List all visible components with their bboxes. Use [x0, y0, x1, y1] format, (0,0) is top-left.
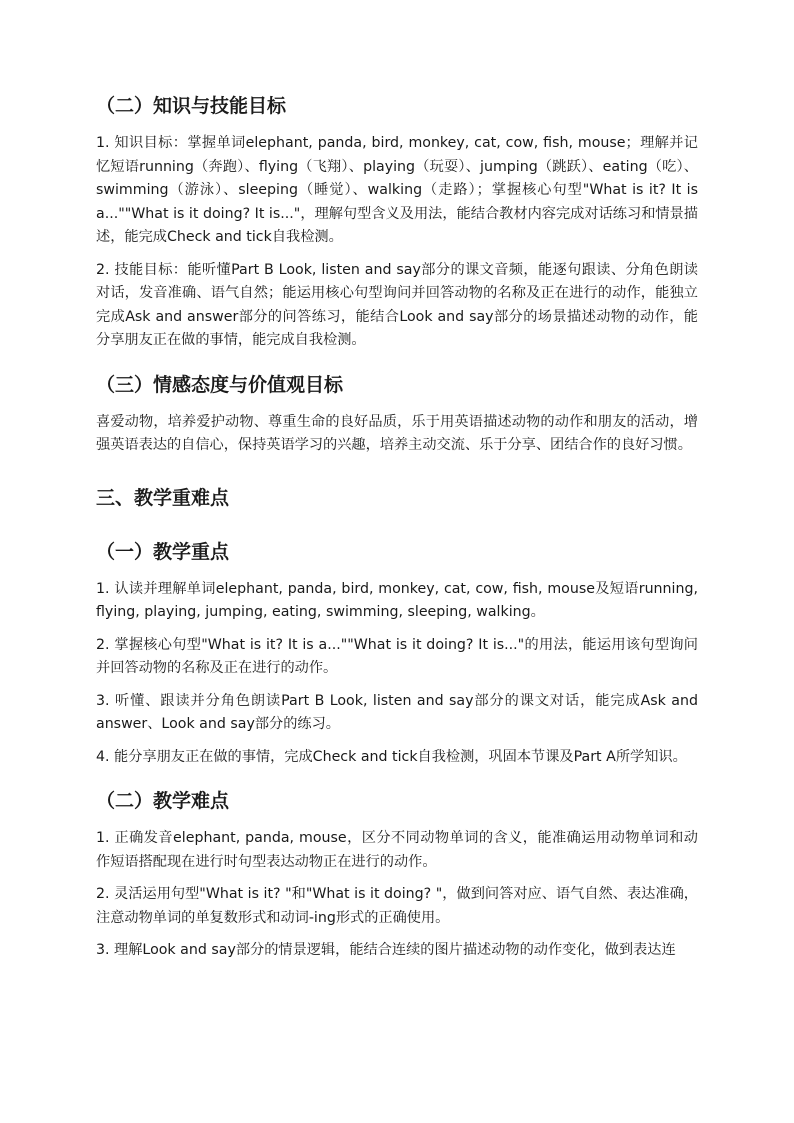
focus-item-1: 1. 认读并理解单词elephant, panda, bird, monkey, cat, cow, fish, mouse及短语running, flying, playing, jumping, eating, swimming, sleeping, walking。: [96, 580, 698, 620]
focus-item-3: 3. 听懂、跟读并分角色朗读Part B Look, listen and say部分的课文对话，能完成Ask and answer、Look and say部分的练习。: [96, 692, 698, 732]
difficulty-item-2: 2. 灵活运用句型"What is it? "和"What is it doing? "，做到问答对应、语气自然、表达准确，注意动物单词的单复数形式和动词-ing形式的正确使用。: [96, 886, 698, 926]
difficulty-item-3: 3. 理解Look and say部分的情景逻辑，能结合连续的图片描述动物的动作变化，做到表达连: [96, 942, 676, 958]
focus-item-4: 4. 能分享朋友正在做的事情，完成Check and tick自我检测，巩固本节课及Part A所学知识。: [96, 748, 687, 765]
knowledge-objective-paragraph: 1. 知识目标：掌握单词elephant, panda, bird, monkey, cat, cow, fish, mouse；理解并记忆短语running（奔跑）、flying（飞翔）、playing（玩耍）、jumping（跳跃）、eating（吃）、swimming（游泳）、sleeping（睡觉）、walking（走路）；掌握核心句型"What is it? It is a...""What is it doing? It is..."，理解句型含义及用法，能结合教材内容完成对话练习和情景描述，能完成Check and tick自我检测。: [96, 135, 698, 245]
teaching-difficulty-heading: （二）教学难点: [96, 790, 230, 812]
teaching-focus-heading: （一）教学重点: [96, 540, 230, 563]
difficulty-item-1: 1. 正确发音elephant, panda, mouse，区分不同动物单词的含义，能准确运用动物单词和动作短语搭配现在进行时句型表达动物正在进行的动作。: [96, 830, 698, 870]
emotion-objective-paragraph: 喜爱动物，培养爱护动物、尊重生命的良好品质，乐于用英语描述动物的动作和朋友的活动，增强英语表达的自信心，保持英语学习的兴趣，培养主动交流、乐于分享、团结合作的良好习惯。: [96, 413, 698, 453]
key-points-title: 三、教学重难点: [96, 486, 230, 509]
skills-objectives-heading: （二）知识与技能目标: [96, 95, 287, 117]
focus-item-2: 2. 掌握核心句型"What is it? It is a...""What is it doing? It is..."的用法，能运用该句型询问并回答动物的名称及正在进行的动作。: [96, 636, 698, 676]
skill-objective-paragraph: 2. 技能目标：能听懂Part B Look, listen and say部分的课文音频，能逐句跟读、分角色朗读对话，发音准确、语气自然；能运用核心句型询问并回答动物的名称及正在进行的动作，能独立完成Ask and answer部分的问答练习，能结合Look and say部分的场景描述动物的动作，能分享朋友正在做的事情，能完成自我检测。: [96, 261, 698, 348]
emotion-objectives-heading: （三）情感态度与价值观目标: [96, 373, 344, 396]
